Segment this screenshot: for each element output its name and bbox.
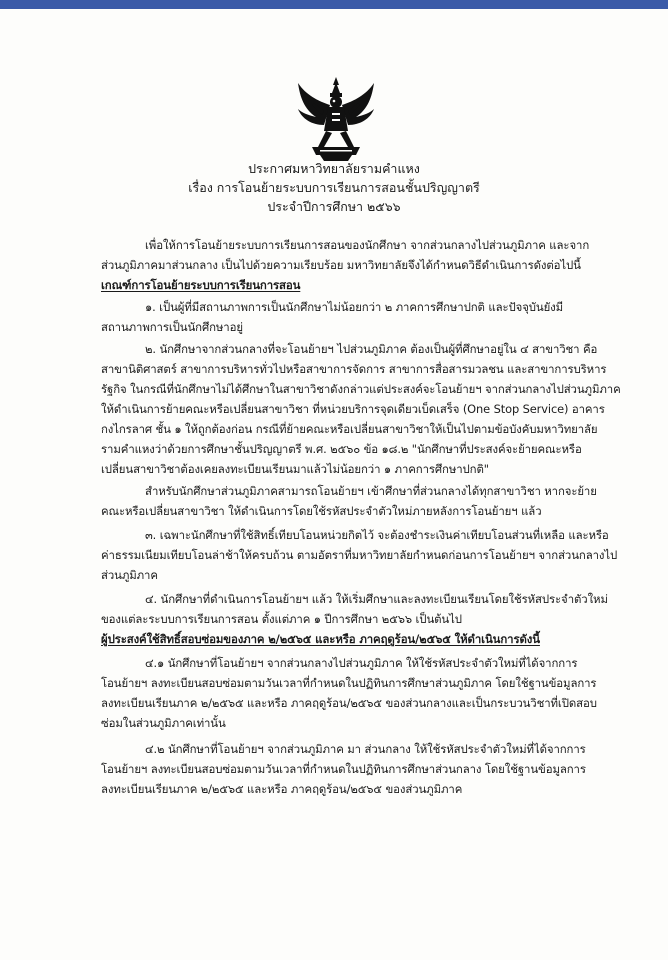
item41-line-2: โอนย้ายฯ ลงทะเบียนสอบซ่อมตามวันเวลาที่กำหนดในปฏิทินการศึกษาส่วนภูมิภาค โดยใช้ฐานข้อมูลการ	[101, 676, 597, 690]
exam-title: ผู้ประสงค์ใช้สิทธิ์สอบซ่อมของภาค ๒/๒๕๖๕ และหรือ ภาคฤดูร้อน/๒๕๖๕ ให้ดำเนินการดังนี้	[101, 632, 540, 646]
item2-line-6: รามคำแหงว่าด้วยการศึกษาชั้นปริญญาตรี พ.ศ. ๒๕๖๐ ข้อ ๑๘.๒ "นักศึกษาที่ประสงค์จะย้ายคณะหรือ	[101, 442, 582, 456]
item2-line-2: สาขานิติศาสตร์ สาขาการบริหารทั่วไปหรือสาขาการจัดการ สาขาการสื่อสารมวลชน และสาขาการบริหาร	[101, 362, 607, 376]
item2-note-line-2: คณะหรือเปลี่ยนสาขาวิชา ให้ดำเนินการโดยใช้รหัสประจำตัวใหม่ภายหลังการโอนย้ายฯ แล้ว	[101, 504, 542, 518]
intro-line-1: เพื่อให้การโอนย้ายระบบการเรียนการสอนของนักศึกษา จากส่วนกลางไปส่วนภูมิภาค และจาก	[145, 238, 590, 252]
item2-line-5: กงไกรลาศ ชั้น ๑ ให้ถูกต้องก่อน กรณีที่ย้ายคณะหรือเปลี่ยนสาขาวิชาให้เป็นไปตามข้อบังคับมหาวิทยาลัย	[101, 422, 598, 436]
item42-line-1: ๔.๒ นักศึกษาที่โอนย้ายฯ จากส่วนภูมิภาค มา ส่วนกลาง ให้ใช้รหัสประจำตัวใหม่ที่ได้จากการ	[145, 742, 586, 756]
item2-line-1: ๒. นักศึกษาจากส่วนกลางที่จะโอนย้ายฯ ไปส่วนภูมิภาค ต้องเป็นผู้ที่ศึกษาอยู่ใน ๔ สาขาวิชา คือ	[145, 342, 598, 356]
item2-line-4: ให้ดำเนินการย้ายคณะหรือเปลี่ยนสาขาวิชา ที่หน่วยบริการจุดเดียวเบ็ดเสร็จ (One Stop Service) อาคาร	[101, 402, 605, 416]
top-edge-bar	[0, 0, 668, 9]
item4-line-2: ของแต่ละระบบการเรียนการสอน ตั้งแต่ภาค ๑ ปีการศึกษา ๒๕๖๖ เป็นต้นไป	[101, 612, 462, 626]
item42-line-2: โอนย้ายฯ ลงทะเบียนสอบซ่อมตามวันเวลาที่กำหนดในปฏิทินการศึกษาส่วนกลาง โดยใช้ฐานข้อมูลการ	[101, 762, 586, 776]
section-title: เกณฑ์การโอนย้ายระบบการเรียนการสอน	[101, 278, 301, 292]
item2-note-line-1: สำหรับนักศึกษาส่วนภูมิภาคสามารถโอนย้ายฯ เข้าศึกษาที่ส่วนกลางได้ทุกสาขาวิชา หากจะย้าย	[145, 484, 597, 498]
garuda-emblem-icon	[294, 75, 378, 163]
item41-line-1: ๔.๑ นักศึกษาที่โอนย้ายฯ จากส่วนกลางไปส่วนภูมิภาค ให้ใช้รหัสประจำตัวใหม่ที่ได้จากการ	[145, 656, 578, 670]
item3-line-2: ค่าธรรมเนียมเทียบโอนล่าช้าให้ครบถ้วน ตามอัตราที่มหาวิทยาลัยกำหนดก่อนการโอนย้ายฯ จากส่วนกลางไป	[101, 548, 618, 562]
intro-line-2: ส่วนภูมิภาคมาส่วนกลาง เป็นไปด้วยความเรียบร้อย มหาวิทยาลัยจึงได้กำหนดวิธีดำเนินการดังต่อไปนี้	[101, 258, 581, 272]
item41-line-3: ลงทะเบียนเรียนภาค ๒/๒๕๖๕ และหรือ ภาคฤดูร้อน/๒๕๖๕ ของส่วนกลางและเป็นกระบวนวิชาที่เปิดสอบ	[101, 696, 597, 710]
item42-line-3: ลงทะเบียนเรียนภาค ๒/๒๕๖๕ และหรือ ภาคฤดูร้อน/๒๕๖๕ ของส่วนภูมิภาค	[101, 782, 463, 796]
announcement-org: ประกาศมหาวิทยาลัยรามคำแหง	[248, 161, 420, 176]
item41-line-4: ซ่อมในส่วนภูมิภาคเท่านั้น	[101, 716, 226, 730]
announcement-year: ประจำปีการศึกษา ๒๕๖๖	[267, 199, 401, 214]
item2-line-3: รัฐกิจ ในกรณีที่นักศึกษาไม่ได้ศึกษาในสาขาวิชาดังกล่าวแต่ประสงค์จะโอนย้ายฯ จากส่วนกลางไปส่วนภูมิภาค	[101, 382, 621, 396]
announcement-subject: เรื่อง การโอนย้ายระบบการเรียนการสอนชั้นปริญญาตรี	[188, 180, 480, 195]
item2-line-7: เปลี่ยนสาขาวิชาต้องเคยลงทะเบียนเรียนมาแล้วไม่น้อยกว่า ๑ ภาคการศึกษาปกติ"	[101, 462, 489, 476]
item1-line-1: ๑. เป็นผู้ที่มีสถานภาพการเป็นนักศึกษาไม่น้อยกว่า ๒ ภาคการศึกษาปกติ และปัจจุบันยังมี	[145, 300, 564, 314]
item3-line-1: ๓. เฉพาะนักศึกษาที่ใช้สิทธิ์เทียบโอนหน่วยกิตไว้ จะต้องชำระเงินค่าเทียบโอนส่วนที่เหลือ และหรือ	[145, 528, 609, 542]
item1-line-2: สถานภาพการเป็นนักศึกษาอยู่	[101, 320, 243, 334]
item4-line-1: ๔. นักศึกษาที่ดำเนินการโอนย้ายฯ แล้ว ให้เริ่มศึกษาและลงทะเบียนเรียนโดยใช้รหัสประจำตัวใหม่	[145, 592, 608, 606]
document-page	[0, 9, 668, 960]
item3-line-3: ส่วนภูมิภาค	[101, 568, 158, 582]
